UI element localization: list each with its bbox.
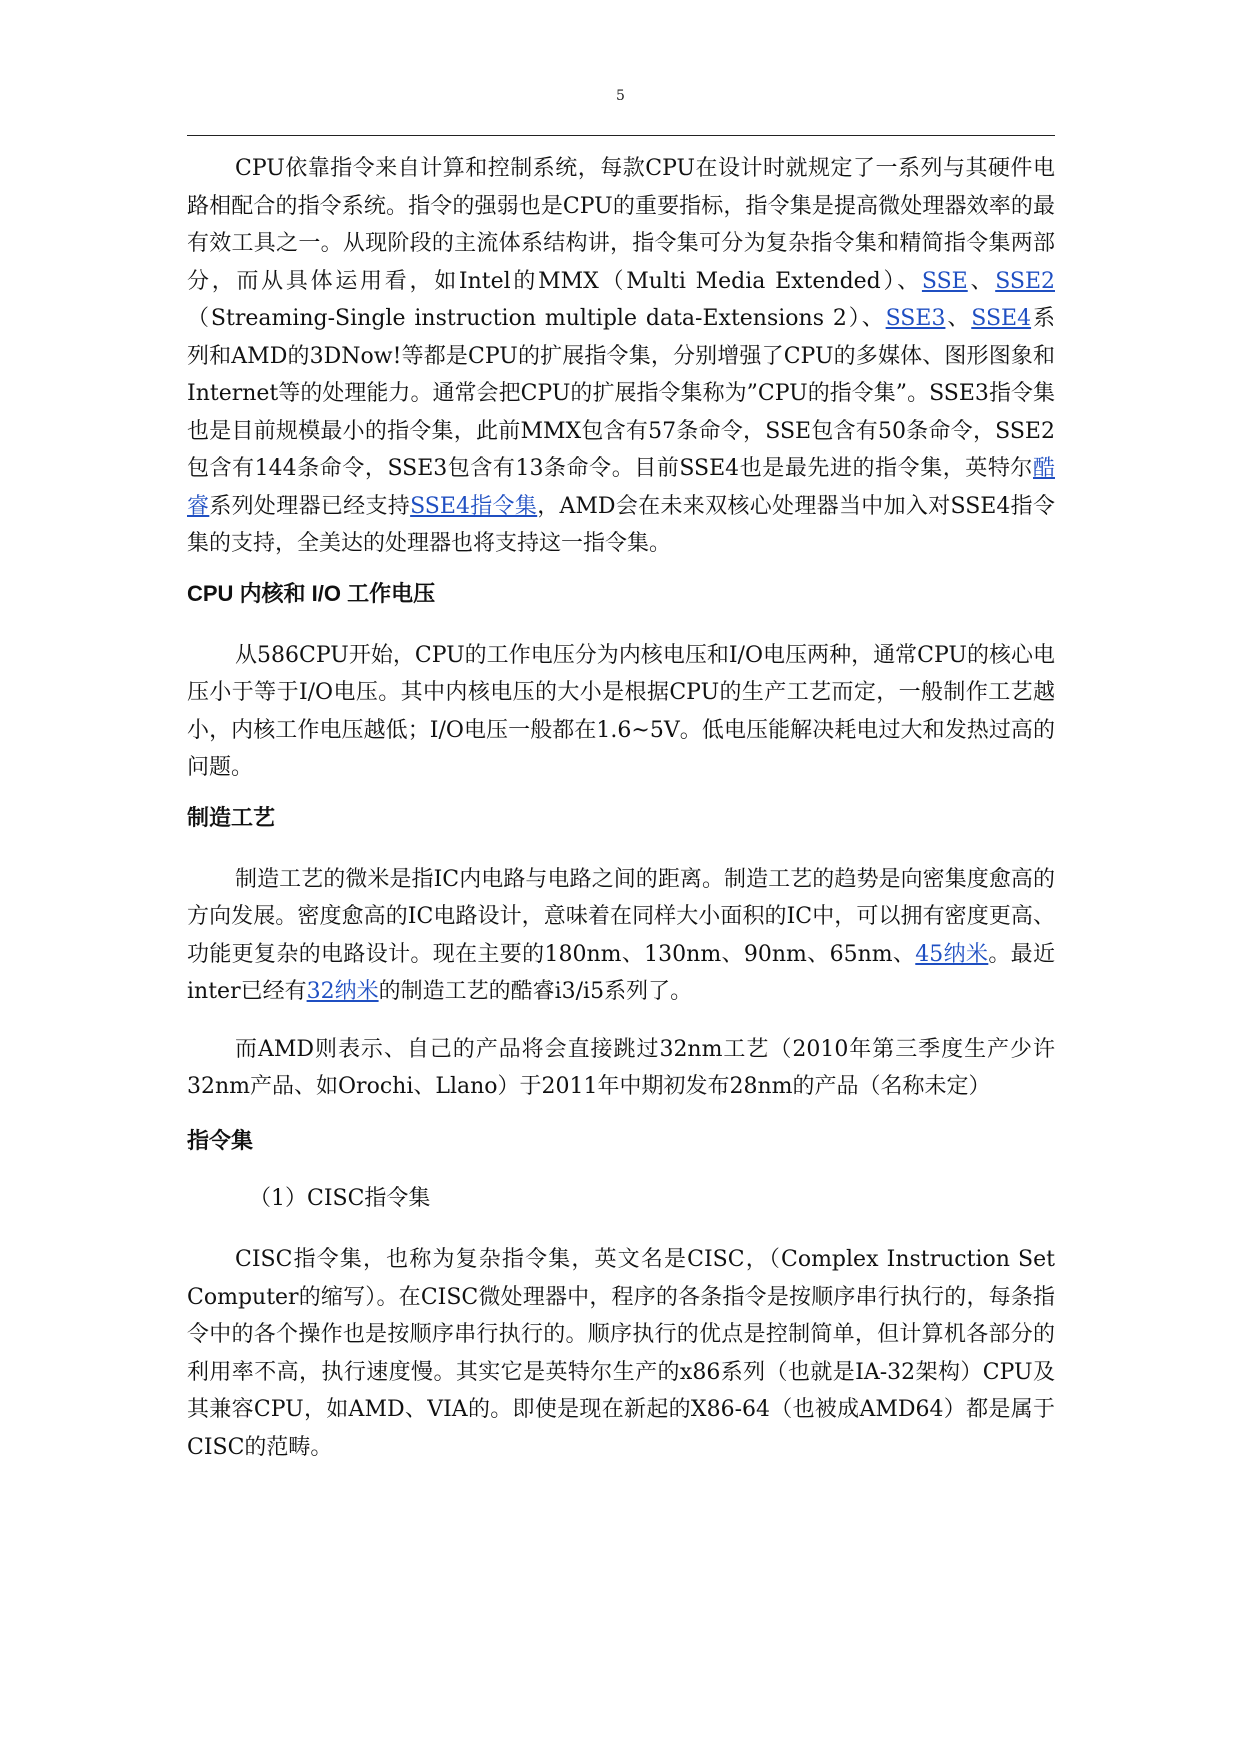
page-number: 5 (616, 88, 625, 104)
text-span: 的制造工艺的酷睿i3/i5系列了。 (378, 979, 693, 1004)
text-span: 。最近inter已经有 (187, 941, 1055, 1004)
text-span: 、 (967, 268, 996, 294)
link-sse[interactable]: SSE (921, 268, 968, 294)
paragraph-voltage: 从586CPU开始，CPU的工作电压分为内核电压和I/O电压两种，通常CPU的核心电压小于等于I/O电压。其中内核电压的大小是根据CPU的生产工艺而定，一般制作工艺越小，内核工作电压越低；I/O电压一般都在1.6~5V。低电压能解决耗电过大和发热过高的问题。 (187, 642, 1055, 780)
text-span: 制造工艺的微米是指IC内电路与电路之间的距离。制造工艺的趋势是向密集度愈高的方向发展。密度愈高的IC电路设计，意味着在同样大小面积的IC中，可以拥有密度更高、功能更复杂的电路设计。现在主要的180nm、130nm、90nm、65nm、 (187, 866, 1055, 967)
link-sse3[interactable]: SSE3 (885, 306, 946, 331)
heading-process: 制造工艺 (187, 804, 276, 830)
link-45nm[interactable]: 45纳米 (915, 941, 989, 967)
link-kurui[interactable]: 酷睿 (187, 456, 1055, 519)
paragraph-instruction-set-intro (187, 150, 1055, 563)
paragraph-cisc: CISC指令集，也称为复杂指令集，英文名是CISC，（Complex Instruction Set Computer的缩写）。在CISC微处理器中，程序的各条指令是按顺序串行执行的，每条指令中的各个操作也是按顺序串行执行的。顺序执行的优点是控制简单，但计算机各部分的利用率不高，执行速度慢。其实它是英特尔生产的x86系列（也就是IA-32架构）CPU及其兼容CPU，如AMD、VIA的。即使是现在新起的X86-64（也被成AMD64）都是属于CISC的范畴。 (187, 1247, 1055, 1460)
heading-cpu-voltage: CPU 内核和 I/O 工作电压 (187, 580, 436, 606)
link-sse4-instruction-set[interactable]: SSE4指令集 (410, 493, 538, 519)
text-span: 系列处理器已经支持 (209, 493, 411, 519)
header-rule (187, 135, 1055, 136)
link-32nm[interactable]: 32纳米 (306, 979, 379, 1004)
heading-instruction-set: 指令集 (187, 1127, 254, 1153)
text-span: 、 (945, 306, 972, 331)
text-span: CPU依靠指令来自计算和控制系统，每款CPU在设计时就规定了一系列与其硬件电路相配合的指令系统。指令的强弱也是CPU的重要指标，指令集是提高微处理器效率的最有效工具之一。从现阶段的主流体系结构讲，指令集可分为复杂指令集和精简指令集两部分，而从具体运用看，如Intel的MMX（Multi Media Extended）、 (187, 156, 1055, 294)
paragraph-process (187, 861, 1055, 1011)
text-span: ，AMD会在未来双核心处理器当中加入对SSE4指令集的支持，全美达的处理器也将支持这一指令集。 (187, 493, 1055, 556)
document-body (187, 150, 1055, 1466)
link-sse4[interactable]: SSE4 (971, 306, 1032, 331)
subheading-cisc: （1）CISC指令集 (249, 1185, 431, 1211)
text-span: 系列和AMD的3DNow!等都是CPU的扩展指令集，分别增强了CPU的多媒体、图形图象和Internet等的处理能力。通常会把CPU的扩展指令集称为”CPU的指令集”。SSE3指令集也是目前规模最小的指令集，此前MMX包含有57条命令，SSE包含有50条命令，SSE2包含有144条命令，SSE3包含有13条命令。目前SSE4也是最先进的指令集，英特尔 (187, 306, 1055, 481)
text-span: （Streaming-Single instruction multiple data-Extensions 2）、 (187, 306, 886, 331)
paragraph-amd: 而AMD则表示、自己的产品将会直接跳过32nm工艺（2010年第三季度生产少许32nm产品、如Orochi、Llano）于2011年中期初发布28nm的产品（名称未定） (187, 1036, 1055, 1099)
link-sse2[interactable]: SSE2 (995, 268, 1055, 294)
